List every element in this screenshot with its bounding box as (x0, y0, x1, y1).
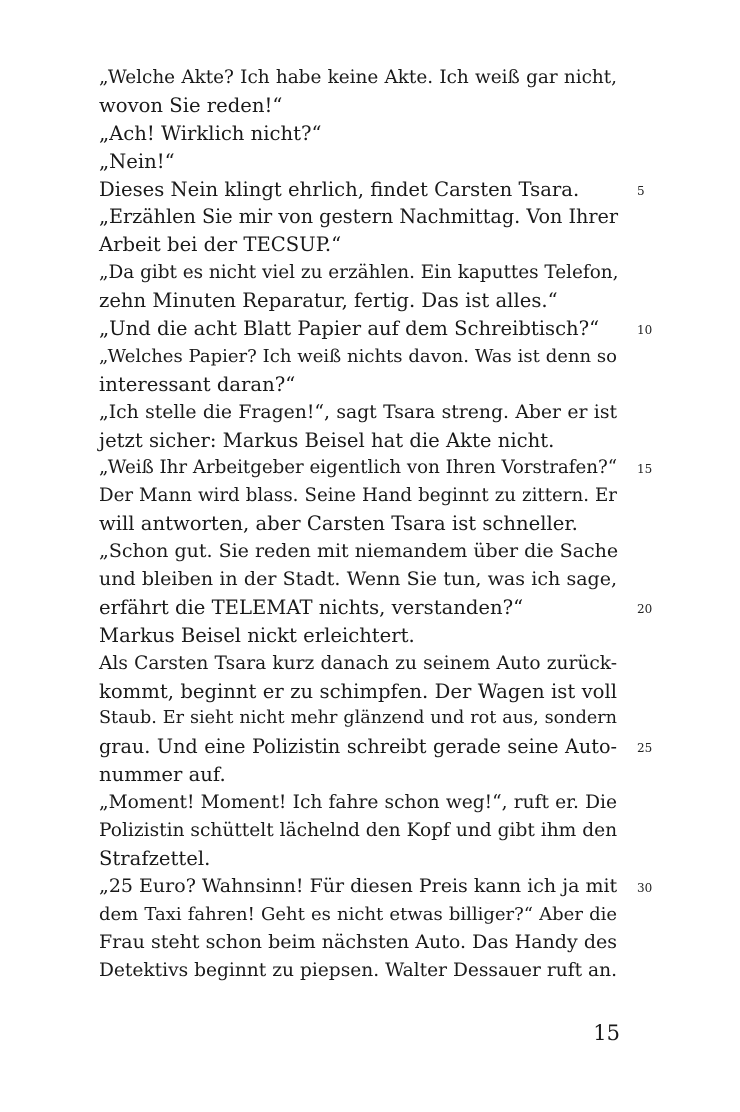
text-line (99, 454, 653, 482)
text-line (99, 343, 617, 371)
text-line (99, 957, 617, 985)
line-number: 30 (637, 880, 653, 895)
text-line (99, 427, 617, 455)
text-line-content: Frau steht schon beim nächsten Auto. Das Handy des (99, 930, 617, 953)
text-line-content: Dieses Nein klingt ehrlich, findet Carsten Tsara. (99, 177, 580, 201)
text-line-content: interessant daran?“ (99, 372, 296, 396)
line-number: 10 (637, 323, 653, 338)
text-line-content: „Nein!“ (99, 149, 175, 173)
text-line (99, 510, 617, 538)
text-line (99, 678, 617, 706)
text-line-content: jetzt sicher: Markus Beisel hat die Akte nicht. (99, 428, 555, 452)
text-line-content: „Ach! Wirklich nicht?“ (99, 121, 322, 145)
text-line (99, 873, 653, 901)
text-line-content: erfährt die TELEMAT nichts, verstanden?“ (99, 595, 524, 619)
text-line-content: Arbeit bei der TECSUP.“ (99, 233, 342, 257)
text-line (99, 761, 617, 789)
text-line-content: dem Taxi fahren! Geht es nicht etwas billiger?“ Aber die (99, 903, 617, 925)
text-line (99, 733, 653, 761)
body-text (99, 64, 653, 984)
text-line (99, 287, 617, 315)
text-line-content: Markus Beisel nickt erleichtert. (99, 623, 415, 647)
text-line-content: grau. Und eine Polizistin schreibt gerade seine Auto- (99, 735, 617, 759)
text-line-content: kommt, beginnt er zu schimpfen. Der Wagen ist voll (99, 679, 617, 703)
text-line (99, 594, 653, 622)
text-line (99, 259, 617, 287)
text-line (99, 482, 617, 510)
text-line-content: „Und die acht Blatt Papier auf dem Schreibtisch?“ (99, 317, 600, 341)
text-line-content: „Welche Akte? Ich habe keine Akte. Ich weiß gar nicht, (99, 67, 617, 88)
line-number: 15 (637, 462, 653, 477)
text-line (99, 64, 617, 92)
text-line (99, 789, 617, 817)
text-line-content: „Schon gut. Sie reden mit niemandem über die Sache (99, 540, 619, 563)
text-line (99, 399, 617, 427)
text-line (99, 148, 617, 176)
text-line-content: „25 Euro? Wahnsinn! Für diesen Preis kann ich ja mit (99, 874, 618, 897)
text-line-content: Staub. Er sieht nicht mehr glänzend und rot aus, sondern (99, 708, 617, 729)
text-line (99, 817, 617, 845)
text-line-content: „Erzählen Sie mir von gestern Nachmittag. Von Ihrer (99, 205, 619, 229)
text-line (99, 538, 617, 566)
text-line-content: „Moment! Moment! Ich fahre schon weg!“, ruft er. Die (99, 792, 617, 814)
text-line-content: „Welches Papier? Ich weiß nichts davon. Was ist denn so (99, 345, 617, 367)
text-line-content: wovon Sie reden!“ (99, 93, 283, 117)
text-line (99, 650, 617, 678)
text-line-content: Als Carsten Tsara kurz danach zu seinem Auto zurück- (99, 652, 617, 674)
line-number: 25 (637, 741, 653, 756)
text-line (99, 371, 617, 399)
text-line (99, 203, 617, 231)
text-line-content: Detektivs beginnt zu piepsen. Walter Dessauer ruft an. (99, 959, 617, 981)
text-line-content: „Weiß Ihr Arbeitgeber eigentlich von Ihren Vorstrafen?“ (99, 457, 617, 479)
text-line-content: will antworten, aber Carsten Tsara ist schneller. (99, 512, 578, 536)
text-line (99, 315, 653, 343)
line-number: 5 (637, 183, 645, 198)
text-line-content: Polizistin schüttelt lächelnd den Kopf und gibt ihm den (99, 820, 618, 842)
text-line (99, 705, 617, 733)
text-line-content: nummer auf. (99, 763, 226, 787)
text-line (99, 566, 617, 594)
text-line (99, 231, 617, 259)
text-line (99, 622, 617, 650)
text-line-content: „Da gibt es nicht viel zu erzählen. Ein kaputtes Telefon, (99, 262, 619, 284)
line-number: 20 (637, 601, 653, 616)
text-line (99, 176, 645, 204)
text-line-content: zehn Minuten Reparatur, fertig. Das ist alles.“ (99, 289, 558, 313)
page-number: 15 (593, 1021, 620, 1045)
text-line-content: „Ich stelle die Fragen!“, sagt Tsara streng. Aber er ist (99, 401, 617, 423)
text-line-content: Strafzettel. (99, 846, 211, 870)
text-line-content: Der Mann wird blass. Seine Hand beginnt zu zittern. Er (99, 485, 617, 507)
text-line (99, 929, 617, 957)
text-line (99, 92, 617, 120)
text-line (99, 120, 617, 148)
text-line (99, 901, 617, 929)
text-line-content: und bleiben in der Stadt. Wenn Sie tun, was ich sage, (99, 568, 617, 591)
text-line (99, 845, 617, 873)
